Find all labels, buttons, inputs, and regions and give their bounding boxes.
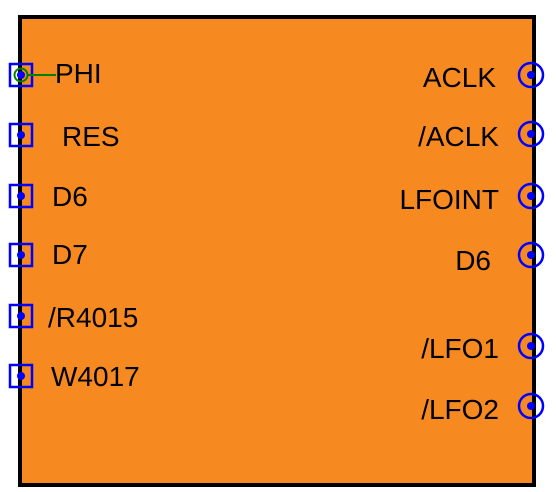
output-label-lfo2: /LFO2 <box>421 394 499 425</box>
input-pin-w4017[interactable] <box>10 365 32 387</box>
output-pin-lfo1[interactable] <box>519 334 543 358</box>
input-label-r4015: /R4015 <box>48 302 139 333</box>
pin-dot-icon <box>17 131 25 139</box>
output-label-lfo1: /LFO1 <box>421 333 499 364</box>
pin-dot-icon <box>17 372 25 380</box>
pin-dot-icon <box>17 251 25 259</box>
input-label-d6: D6 <box>52 181 88 212</box>
output-pin-aclk-n[interactable] <box>519 122 543 146</box>
output-label-lfoint: LFOINT <box>399 184 499 215</box>
input-label-d7: D7 <box>52 239 88 270</box>
pin-dot-icon <box>527 342 535 350</box>
pin-dot-icon <box>17 192 25 200</box>
input-pin-r4015[interactable] <box>10 305 32 327</box>
input-pin-d6[interactable] <box>10 185 32 207</box>
input-pin-d7[interactable] <box>10 244 32 266</box>
input-pin-phi[interactable] <box>10 64 56 86</box>
input-label-phi: PHI <box>55 58 102 89</box>
pin-dot-icon <box>17 312 25 320</box>
output-pin-d6[interactable] <box>519 243 543 267</box>
pin-dot-icon <box>527 251 535 259</box>
output-pin-lfo2[interactable] <box>519 394 543 418</box>
input-label-res: RES <box>62 121 120 152</box>
output-label-d6: D6 <box>455 245 491 276</box>
input-pin-res[interactable] <box>10 124 32 146</box>
pin-dot-icon <box>527 402 535 410</box>
output-pin-lfoint[interactable] <box>519 184 543 208</box>
pin-dot-icon <box>527 130 535 138</box>
pin-dot-icon <box>17 71 25 79</box>
output-label-aclk: ACLK <box>422 62 496 93</box>
input-label-w4017: W4017 <box>51 361 140 392</box>
output-label-aclk-n: /ACLK <box>418 121 499 152</box>
pin-dot-icon <box>527 71 535 79</box>
pin-dot-icon <box>527 192 535 200</box>
output-pin-aclk[interactable] <box>519 63 543 87</box>
